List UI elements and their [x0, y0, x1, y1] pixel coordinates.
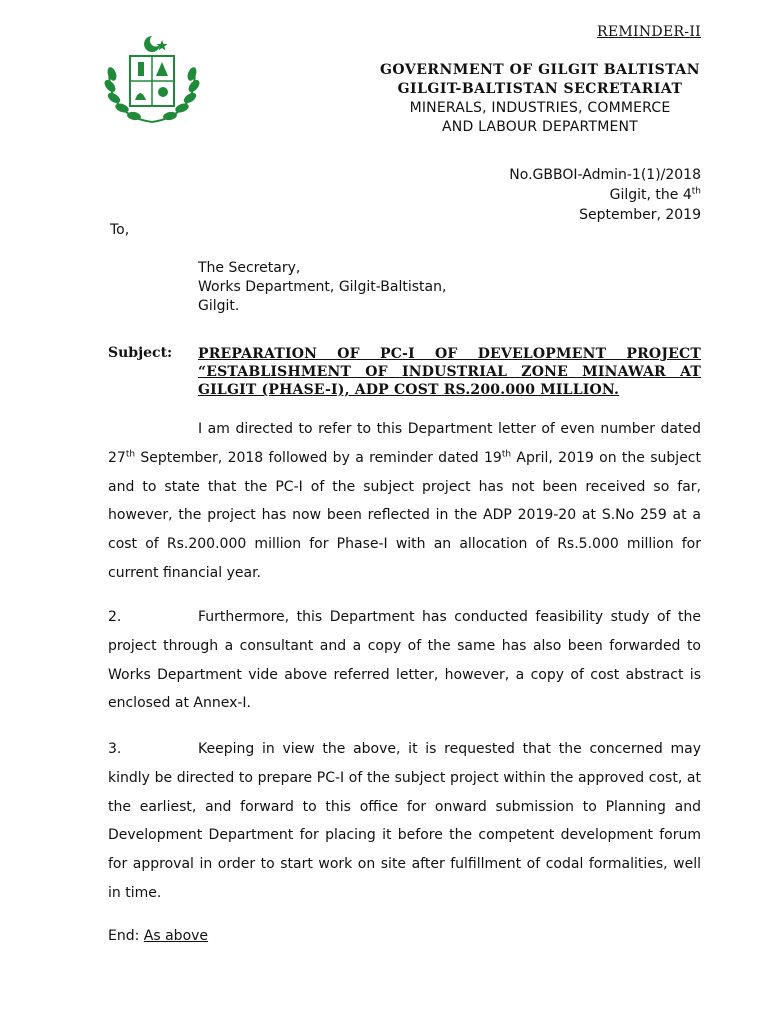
reference-block: [509, 165, 701, 225]
addressee-block: [198, 259, 446, 316]
enclosure-label: End:: [108, 928, 144, 944]
addressee-line1: The Secretary,: [198, 260, 301, 276]
date-month-year: September, 2019: [579, 207, 701, 223]
paragraph-3: 3. Keeping in view the above, it is requested that the concerned may kindly be directed to prepare PC-I of the subject project within the approved cost, at the earliest, and forward to this office for onward submission to Planning and Development Department for placing it before the competent development forum for approval in order to start work on site after fulfillment of codal formalities, well in time.: [108, 735, 701, 908]
addressee-line2: Works Department, Gilgit-Baltistan,: [198, 279, 447, 295]
reference-number: No.GBBOI-Admin-1(1)/2018: [509, 167, 701, 183]
subject-label: Subject:: [108, 345, 173, 361]
department-line1: MINERALS, INDUSTRIES, COMMERCE: [409, 100, 671, 116]
paragraph-2-number: 2.: [108, 609, 122, 625]
enclosure-line: [108, 928, 208, 944]
to-label: To,: [110, 222, 130, 238]
department-line2: AND LABOUR DEPARTMENT: [442, 119, 638, 135]
addressee-line3: Gilgit.: [198, 298, 240, 314]
secretariat-name: GILGIT-BALTISTAN SECRETARIAT: [397, 81, 683, 97]
department-header: [340, 61, 740, 137]
enclosure-value: As above: [143, 928, 209, 944]
government-emblem-icon: [100, 34, 204, 130]
paragraph-3-number: 3.: [108, 741, 122, 757]
paragraph-2: 2. Furthermore, this Department has conducted feasibility study of the project through a consultant and a copy of the same has also been forwarded to Works Department vide above referred letter, however, a copy of cost abstract is enclosed at Annex-I.: [108, 603, 701, 718]
paragraph-1: I am directed to refer to this Department letter of even number dated 27th September, 2018 followed by a reminder dated 19th April, 2019 on the subject and to state that the PC-I of the subject project has not been received so far, however, the project has now been reflected in the ADP 2019-20 at S.No 259 at a cost of Rs.200.000 million for Phase-I with an allocation of Rs.5.000 million for current financial year.: [108, 421, 701, 581]
government-name: GOVERNMENT OF GILGIT BALTISTAN: [379, 62, 701, 78]
subject-text: PREPARATION OF PC-I OF DEVELOPMENT PROJECT “ESTABLISHMENT OF INDUSTRIAL ZONE MINAWAR AT GILGIT (PHASE-I), ADP COST RS.200.000 MILLION.: [198, 346, 701, 398]
place-date: Gilgit, the 4th: [609, 186, 701, 203]
reminder-label: REMINDER-II: [597, 24, 701, 40]
